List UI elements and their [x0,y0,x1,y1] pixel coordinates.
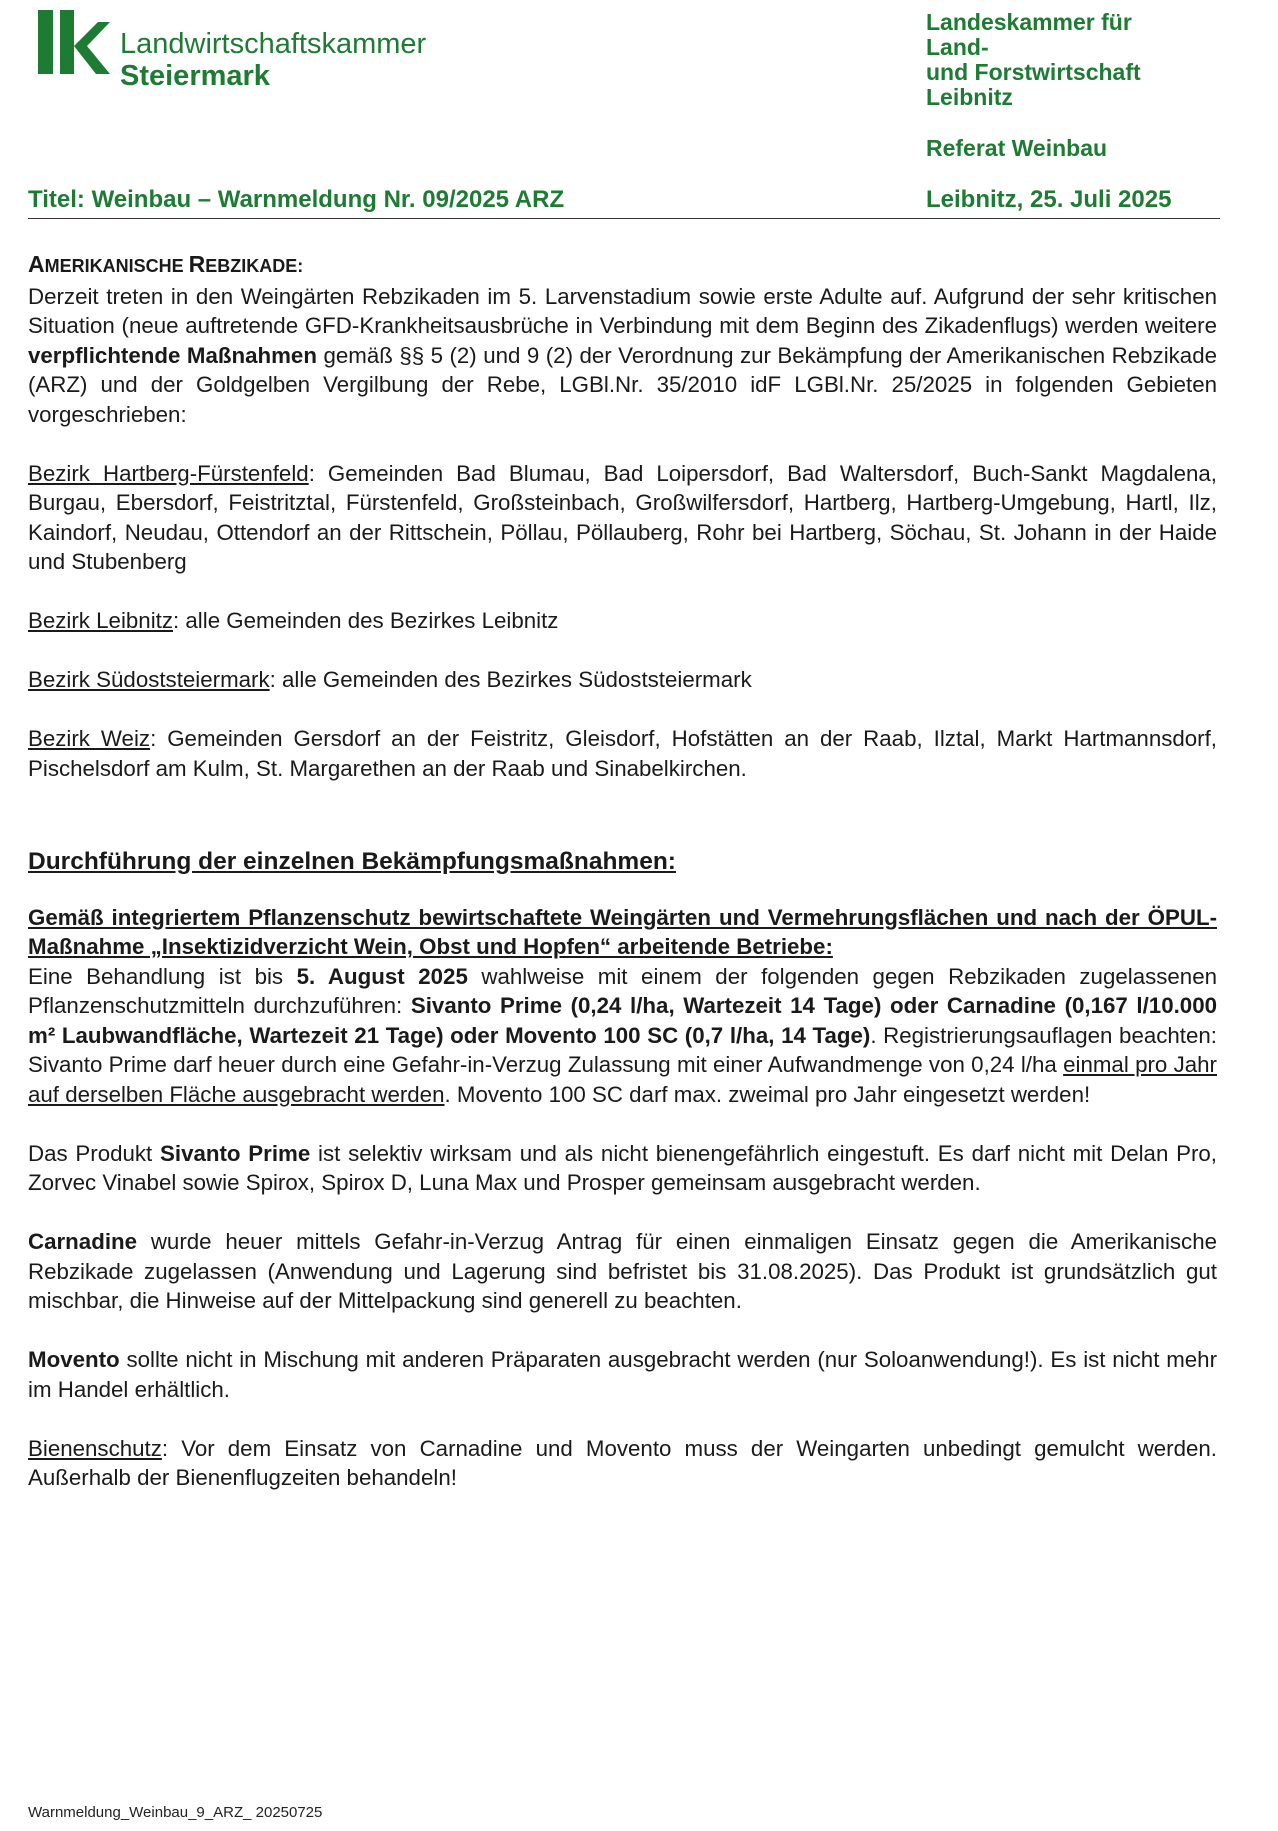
document-body [28,250,1217,1493]
logo-line1: Landwirtschaftskammer [120,28,427,60]
bee-protection-paragraph: Bienenschutz: Vor dem Einsatz von Carnadine und Movento muss der Weingarten unbedingt gemulcht werden. Außerhalb der Bienenflugzeiten behandeln! [28,1435,1217,1490]
org-line: Land- [926,34,989,60]
district-name: Bezirk Leibnitz [28,608,173,633]
org-line: Landeskammer für [926,9,1132,35]
department: Referat Weinbau [926,135,1108,161]
district-paragraph: Bezirk Hartberg-Fürstenfeld: Gemeinden Bad Blumau, Bad Loipersdorf, Bad Waltersdorf, Buch-Sankt Magdalena, Burgau, Ebersdorf, Feistritztal, Fürstenfeld, Großsteinbach, Großwilfersdorf, Hartberg, Hartberg-Umgebung, Hartl, Ilz, Kaindorf, Neudau, Ottendorf an der Rittschein, Pöllau, Pöllauberg, Rohr bei Hartberg, Söchau, St. Johann in der Haide und Stubenberg [28,460,1217,574]
intro-paragraph: Derzeit treten in den Weingärten Rebzikaden im 5. Larvenstadium sowie erste Adulte auf. Aufgrund der sehr kritischen Situation (neue auftretende GFD-Krankheitsausbrüche in Verbindung mit dem Beginn des Zikadenflugs) werden weitere verpflichtende Maßnahmen gemäß §§ 5 (2) und 9 (2) der Verordnung zur Bekämpfung der Amerikanischen Rebzikade (ARZ) und der Goldgelben Vergilbung der Rebe, LGBl.Nr. 35/2010 idF LGBl.Nr. 25/2025 in folgenden Gebieten vorgeschrieben: [28,283,1217,427]
sivanto-paragraph: Das Produkt Sivanto Prime ist selektiv wirksam und als nicht bienengefährlich eingestuft. Es darf nicht mit Delan Pro, Zorvec Vinabel sowie Spirox, Spirox D, Luna Max und Prosper gemeinsam ausgebracht werden. [28,1140,1217,1195]
measures-subheading: Gemäß integriertem Pflanzenschutz bewirtschaftete Weingärten und Vermehrungsflächen und nach der ÖPUL-Maßnahme „Insektizidverzicht Wein, Obst und Hopfen“ arbeitende Betriebe: [28,904,1217,959]
carnadine-paragraph: Carnadine wurde heuer mittels Gefahr-in-Verzug Antrag für einen einmaligen Einsatz gegen die Amerikanische Rebzikade zugelassen (Anwendung und Lagerung sind befristet bis 31.08.2025). Das Produkt ist grundsätzlich gut mischbar, die Hinweise auf der Mittelpackung sind generell zu beachten. [28,1229,1217,1313]
document-title: Titel: Weinbau – Warnmeldung Nr. 09/2025 ARZ [28,186,565,213]
district-name: Bezirk Weiz [28,726,151,751]
org-line: und Forstwirtschaft [926,59,1141,85]
district-paragraph: Bezirk Südoststeiermark: alle Gemeinden des Bezirkes Südoststeiermark [28,667,752,692]
district-name: Bezirk Südoststeiermark [28,667,270,692]
lk-logo-mark-icon [38,10,110,76]
section-heading: AMERIKANISCHE REBZIKADE: [28,251,304,277]
district-paragraph: Bezirk Weiz: Gemeinden Gersdorf an der Feistritz, Gleisdorf, Hofstätten an der Raab, Ilztal, Markt Hartmannsdorf, Pischelsdorf am Kulm, St. Margarethen an der Raab und Sinabelkirchen. [28,726,1218,781]
org-line: Leibnitz [926,84,1013,110]
document-date: Leibnitz, 25. Juli 2025 [926,186,1172,213]
logo-name [120,28,426,92]
district-name: Bezirk Hartberg-Fürstenfeld [28,460,309,486]
section-heading-measures: Durchführung der einzelnen Bekämpfungsmaßnahmen: [28,847,676,875]
footer-filename: Warnmeldung_Weinbau_9_ARZ_ 20250725 [28,1804,323,1821]
lk-logo [38,10,427,92]
measures-paragraph: Eine Behandlung ist bis 5. August 2025 wahlweise mit einem der folgenden gegen Rebzikaden zugelassenen Pflanzenschutzmitteln durchzuführen: Sivanto Prime (0,24 l/ha, Wartezeit 14 Tage) oder Carnadine (0,167 l/10.000 m² Laubwandfläche, Wartezeit 21 Tage) oder Movento 100 SC (0,7 l/ha, 14 Tage). Registrierungsauflagen beachten: Sivanto Prime darf heuer durch eine Gefahr-in-Verzug Zulassung mit einer Aufwandmenge von 0,24 l/ha einmal pro Jahr auf derselben Fläche ausgebracht werden. Movento 100 SC darf max. zweimal pro Jahr eingesetzt werden! [28,963,1218,1107]
movento-paragraph: Movento sollte nicht in Mischung mit anderen Präparaten ausgebracht werden (nur Soloanwendung!). Es ist nicht mehr im Handel erhältlich. [28,1347,1217,1402]
title-bar [28,186,1220,219]
district-paragraph: Bezirk Leibnitz: alle Gemeinden des Bezirkes Leibnitz [28,608,559,633]
logo-line2: Steiermark [120,60,270,92]
organisation-block [926,10,1246,161]
